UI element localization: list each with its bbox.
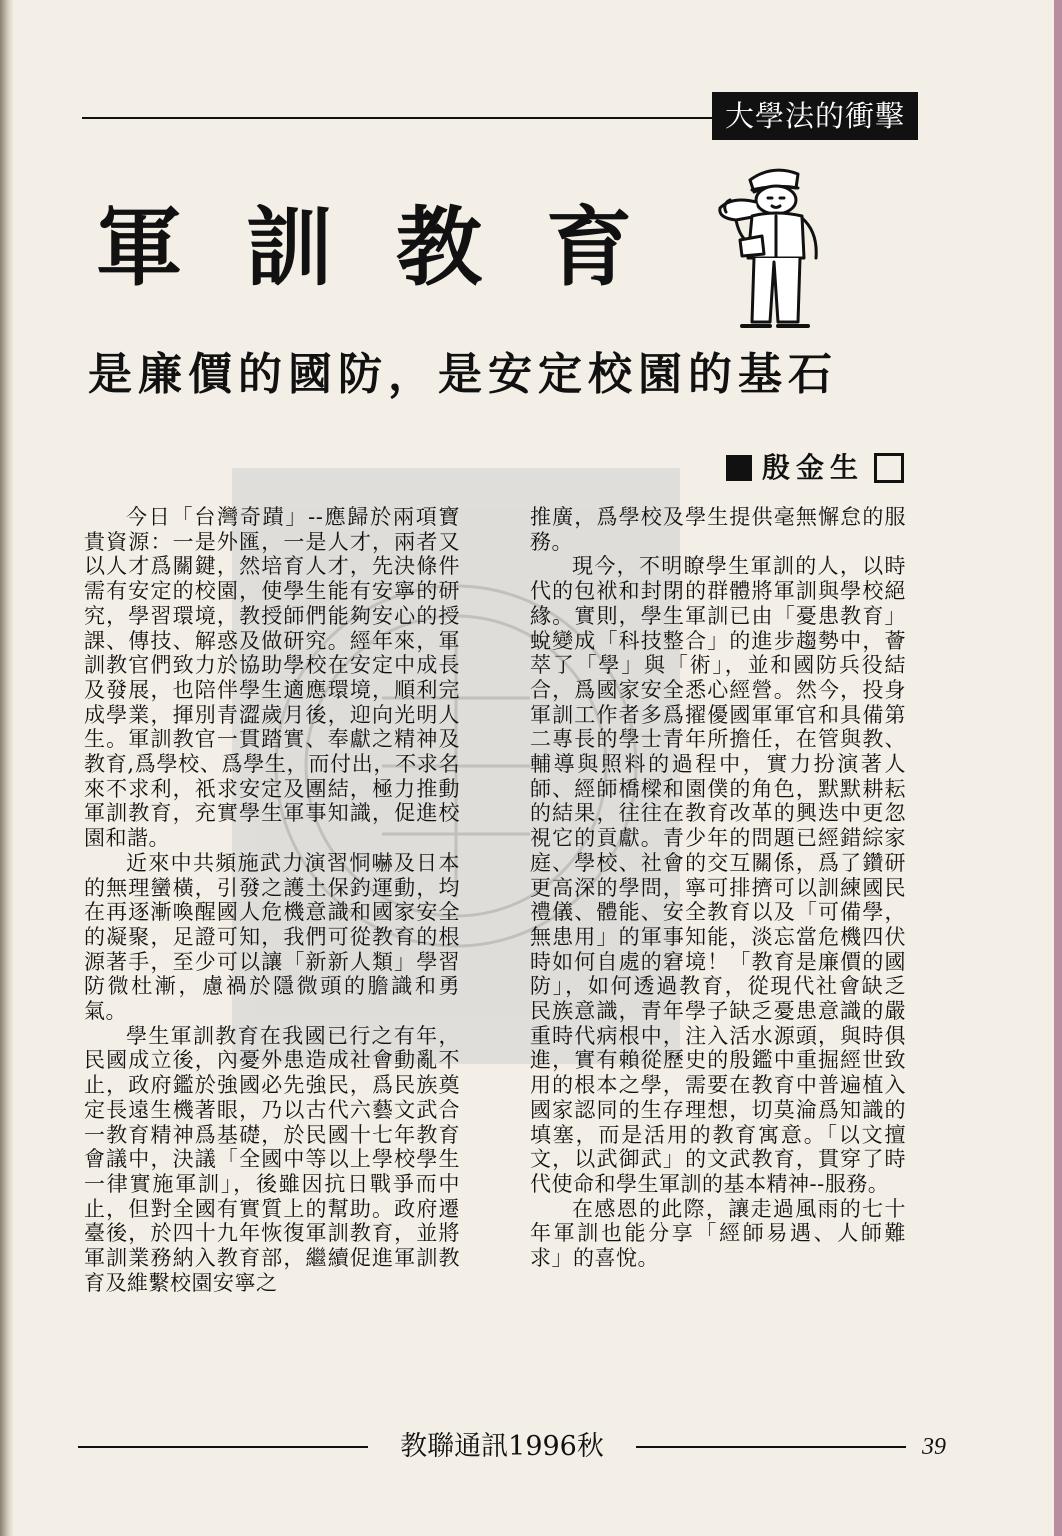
open-square-icon: [874, 453, 904, 483]
article-paragraph: 現今，不明瞭學生軍訓的人，以時代的包袱和封閉的群體將軍訓與學校絕緣。實則，學生軍訓已由「憂患教育」蛻變成「科技整合」的進步趨勢中，薈萃了「學」與「術」，並和國防兵役結合，爲國家安全悉心經營。然今，投身軍訓工作者多爲擢優國軍軍官和具備第二專長的學士青年所擔任，在管與教、輔導與照料的過程中，實力扮演著人師、經師橋樑和園僕的角色，默默耕耘的結果，往往在教育改革的興迭中更忽視它的貢獻。青少年的問題已經錯綜家庭、學校、社會的交互關係，爲了鑽研更高深的學問，寧可排擠可以訓練國民禮儀、體能、安全教育以及「可備學，無患用」的軍事知能，淡忘當危機四伏時如何自處的窘境！「教育是廉價的國防」，如何透過教育，從現代社會缺乏民族意識，青年學子缺乏憂患意識的嚴重時代病根中，注入活水源頭，與時俱進，實有賴從歷史的殷鑑中重掘經世致用的根本之學，需要在教育中普遍植入國家認同的生存理想，切莫淪爲知識的填塞，而是活用的教育寓意。「以文擅文，以武御武」的文武教育，貫穿了時代使命和學生軍訓的基本精神--服務。: [530, 554, 906, 1196]
footer-rule-left: [78, 1446, 368, 1448]
article-paragraph: 在感恩的此際，讓走過風雨的七十年軍訓也能分享「經師易遇、人師難求」的喜悅。: [530, 1196, 906, 1271]
article-title: 軍訓教育: [96, 198, 696, 298]
article-column-left: [84, 505, 460, 1296]
page-spine-shadow: [0, 0, 14, 1536]
article-column-right: [530, 505, 906, 1271]
footer-rule-right: [636, 1446, 906, 1448]
byline: [726, 448, 904, 488]
article-subtitle: 是廉價的國防，是安定校園的基石: [88, 349, 838, 400]
publication-name: 教聯通訊1996秋: [400, 1431, 604, 1462]
saluting-soldier-icon: [712, 162, 832, 332]
article-paragraph: 學生軍訓教育在我國已行之有年，民國成立後，內憂外患造成社會動亂不止，政府鑑於強國必先強民，爲民族奠定長遠生機著眼，乃以古代六藝文武合一教育精神爲基礎，於民國十七年教育會議中，決議「全國中等以上學校學生一律實施軍訓」，後雖因抗日戰爭而中止，但對全國有實質上的幫助。政府遷臺後，於四十九年恢復軍訓教育，並將軍訓業務納入教育部，繼續促進軍訓教育及維繫校園安寧之: [84, 1023, 460, 1295]
article-paragraph-continued: 推廣，爲學校及學生提供毫無懈怠的服務。: [530, 505, 906, 554]
filled-square-icon: [726, 455, 752, 481]
author-name: 殷金生: [761, 451, 864, 484]
page-number: 39: [922, 1434, 946, 1460]
section-rule: [82, 117, 722, 119]
section-label: 大學法的衝擊: [712, 92, 918, 140]
article-paragraph: 近來中共頻施武力演習恫嚇及日本的無理蠻橫，引發之護土保釣運動，均在再逐漸喚醒國人危機意識和國家安全的凝聚，足證可知，我們可從教育的根源著手，至少可以讓「新新人類」學習防微杜漸，慮禍於隱微頭的膽識和勇氣。: [84, 850, 460, 1024]
article-paragraph: 今日「台灣奇蹟」--應歸於兩項寶貴資源：一是外匯，一是人才，兩者又以人才爲關鍵，然培育人才，先決條件需有安定的校園，使學生能有安寧的研究，學習環境，教授師們能夠安心的授課、傳技、解惑及做研究。經年來，軍訓教官們致力於協助學校在安定中成長及發展，也陪伴學生適應環境，順利完成學業，揮別青澀歲月後，迎向光明人生。軍訓教官一貫踏實、奉獻之精神及教育,爲學校、爲學生，而付出，不求名來不求利，祇求安定及團結，極力推動軍訓教育，充實學生軍事知識，促進校園和諧。: [84, 505, 460, 851]
page-edge: [1054, 0, 1062, 1536]
